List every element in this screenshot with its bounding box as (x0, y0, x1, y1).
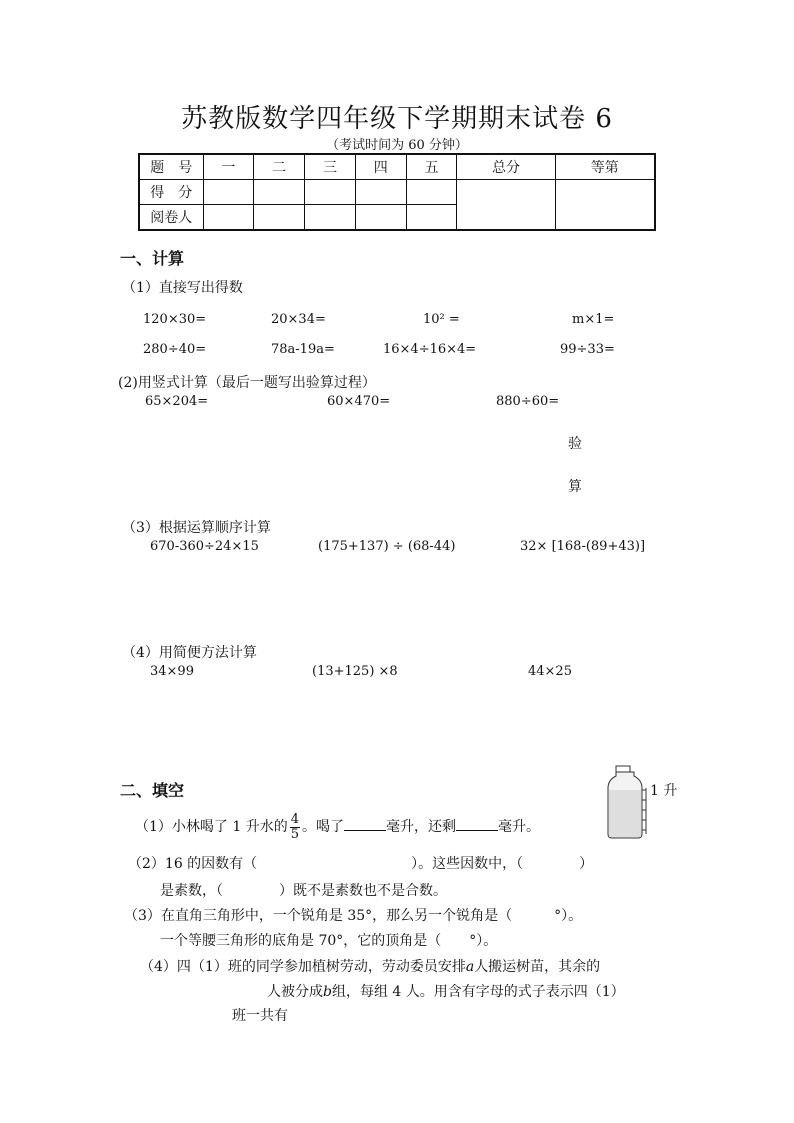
fill-q1-text: （1）小林喝了 1 升水的 (135, 819, 288, 835)
q4-expression: 44×25 (528, 664, 572, 679)
fill-q3-line2: 一个等腰三角形的底角是 70°，它的顶角是（ °）。 (160, 933, 498, 949)
fill-q4-text: 人搬运树苗，其余的 (474, 959, 601, 975)
q3-expression: (175+137) ÷ (68-44) (318, 539, 456, 554)
grader-cell[interactable] (203, 205, 254, 231)
q2-expression: 60×470= (327, 394, 391, 409)
grader-cell[interactable] (355, 205, 406, 231)
q1-expression: 280÷40= (143, 342, 207, 357)
header-cell: 三 (305, 154, 356, 180)
grader-cell[interactable] (254, 205, 305, 231)
q4-expression: (13+125) ×8 (312, 664, 398, 679)
section-2-heading: 二、填空 (120, 781, 185, 800)
q1-expression: m×1= (572, 312, 615, 327)
score-cell[interactable] (406, 180, 457, 205)
q3-expression: 670-360÷24×15 (150, 539, 259, 554)
q4-label: （4）用简便方法计算 (122, 645, 257, 661)
grader-cell[interactable] (406, 205, 457, 231)
total-score-cell[interactable] (457, 180, 555, 231)
score-table (138, 153, 656, 231)
check-label: 验 (568, 436, 582, 452)
fill-q2-line2: 是素数，（ ）既不是素数也不是合数。 (160, 883, 447, 899)
fill-q1-text: 毫升，还剩 (386, 819, 456, 835)
fraction (290, 813, 300, 842)
q3-expression: 32× [168-(89+43)] (520, 539, 646, 554)
fill-q4-line3: 班一共有 (232, 1008, 288, 1024)
header-cell: 五 (406, 154, 457, 180)
answer-blank[interactable] (456, 816, 498, 831)
fill-q4-text: 人被分成 (267, 984, 323, 1000)
score-cell[interactable] (254, 180, 305, 205)
variable-b: b (323, 984, 332, 1000)
header-cell: 一 (203, 154, 254, 180)
fraction-numerator: 4 (290, 811, 299, 827)
header-cell: 题 号 (139, 154, 203, 180)
page-title: 苏教版数学四年级下学期期末试卷 6 (181, 104, 613, 134)
row-label: 得 分 (139, 180, 203, 205)
bottle-label: 1 升 (650, 783, 678, 799)
header-cell: 总分 (457, 154, 555, 180)
q1-expression: 20×34= (271, 312, 326, 327)
q1-expression: 78a-19a= (271, 342, 335, 357)
score-cell[interactable] (355, 180, 406, 205)
q2-expression: 880÷60= (496, 394, 560, 409)
exam-duration: （考试时间为 60 分钟） (326, 138, 468, 153)
water-bottle-icon (600, 764, 690, 840)
header-cell: 二 (254, 154, 305, 180)
grader-cell[interactable] (305, 205, 356, 231)
q1-expression: 10² = (423, 312, 460, 327)
fill-q1-text: 毫升。 (498, 819, 540, 835)
score-cell[interactable] (203, 180, 254, 205)
header-cell: 等第 (555, 154, 655, 180)
q1-label: （1）直接写出得数 (122, 280, 243, 296)
fill-q1 (135, 812, 540, 842)
q1-expression: 16×4÷16×4= (383, 342, 477, 357)
variable-a: a (465, 959, 475, 975)
fraction-denominator: 5 (290, 826, 299, 842)
fill-q4-text: （4）四（1）班的同学参加植树劳动，劳动委员安排 (140, 959, 466, 975)
grade-cell[interactable] (555, 180, 655, 231)
q2-expression: 65×204= (145, 394, 209, 409)
fill-q4-text: 组，每组 4 人。用含有字母的式子表示四（1） (331, 984, 625, 1000)
q3-label: （3）根据运算顺序计算 (122, 520, 271, 536)
score-row (139, 180, 655, 205)
header-cell: 四 (355, 154, 406, 180)
q2-label: (2)用竖式计算（最后一题写出验算过程） (118, 375, 376, 391)
q1-expression: 120×30= (143, 312, 207, 327)
row-label: 阅卷人 (139, 205, 203, 231)
fill-q3-line1: （3）在直角三角形中，一个锐角是 35°，那么另一个锐角是（ °）。 (124, 908, 583, 924)
check-label: 算 (568, 479, 582, 495)
fill-q4-line1 (140, 956, 600, 976)
answer-blank[interactable] (344, 816, 386, 831)
fill-q1-text: 。喝了 (302, 819, 344, 835)
score-cell[interactable] (305, 180, 356, 205)
section-1-heading: 一、计算 (120, 249, 185, 268)
q4-expression: 34×99 (150, 664, 194, 679)
q1-expression: 99÷33= (560, 342, 615, 357)
fill-q2-line1: （2）16 的因数有（ ）。这些因数中，（ ） (128, 856, 594, 872)
fill-q4-line2 (267, 981, 625, 1001)
score-table-header-row (139, 154, 655, 180)
